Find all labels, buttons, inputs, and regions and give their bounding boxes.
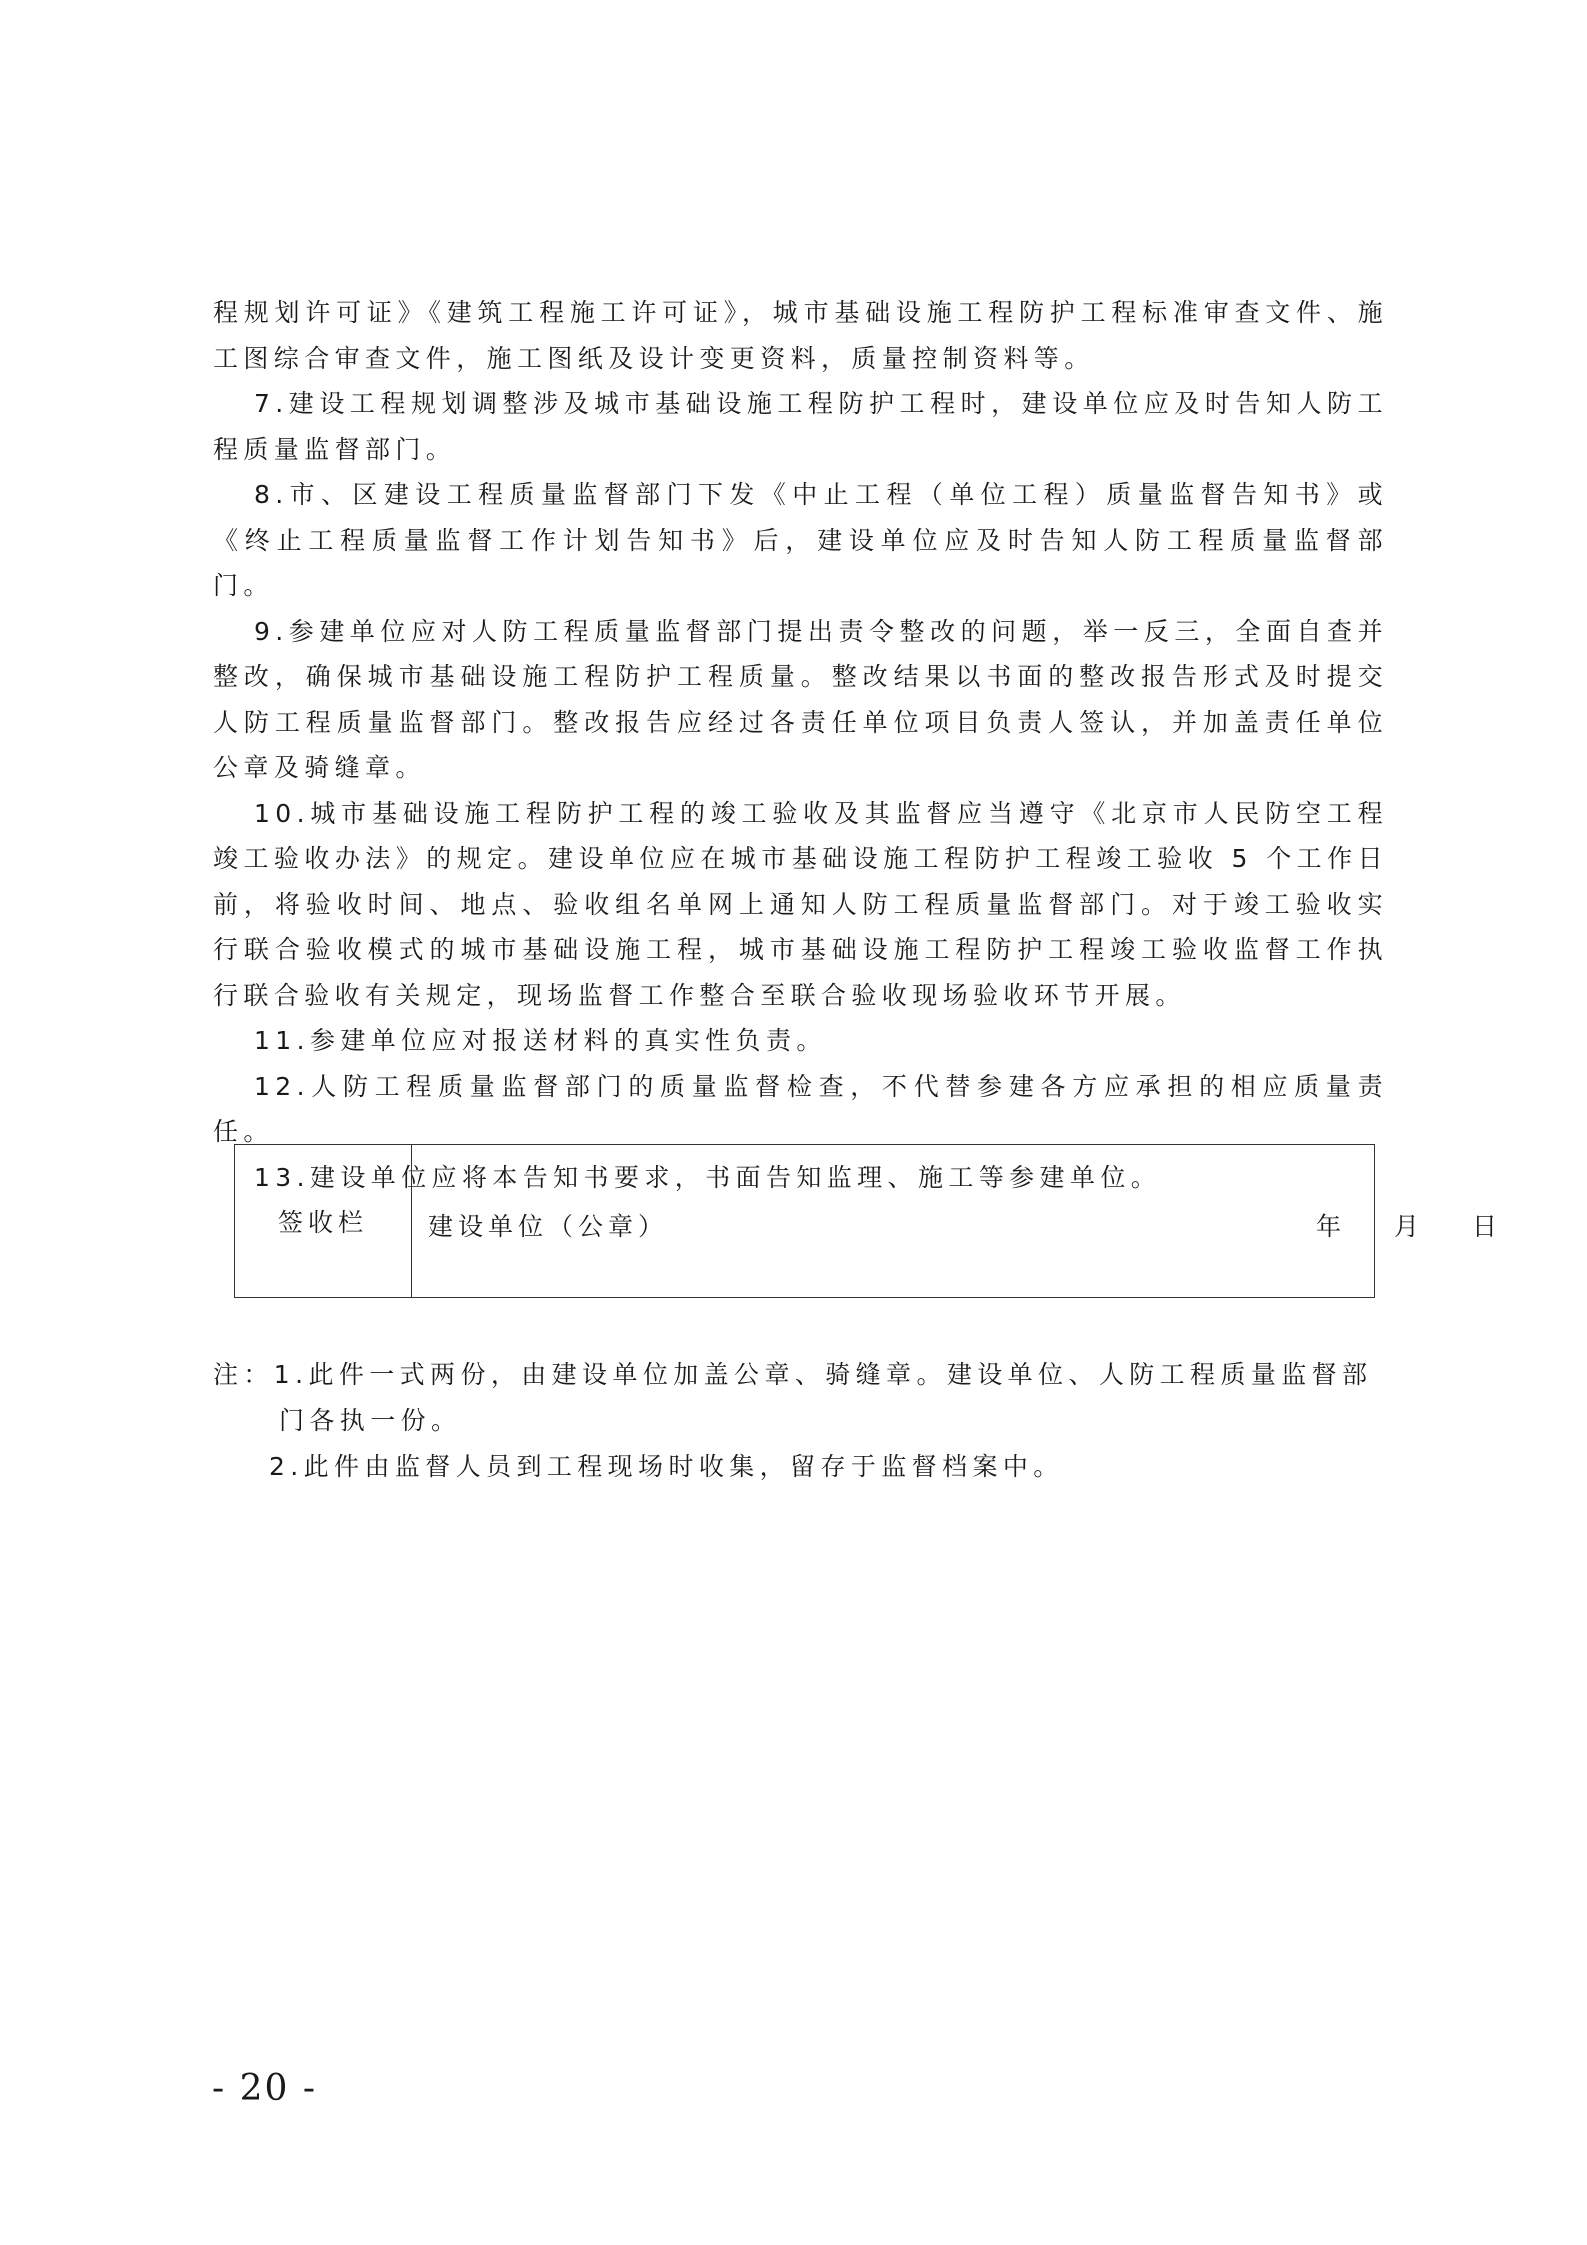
note-1: 注：1.此件一式两份，由建设单位加盖公章、骑缝章。建设单位、人防工程质量监督部门各执一份。 bbox=[213, 1360, 1373, 1435]
paragraph-item-8: 8.市、区建设工程质量监督部门下发《中止工程（单位工程）质量监督告知书》或《终止工程质量监督工作计划告知书》后，建设单位应及时告知人防工程质量监督部门。 bbox=[213, 480, 1388, 600]
date-year-label: 年 bbox=[1316, 1212, 1342, 1241]
sign-receipt-field bbox=[412, 1145, 1498, 1297]
sign-receipt-table bbox=[234, 1144, 1498, 1298]
date-day-label: 日 bbox=[1472, 1212, 1498, 1241]
sign-receipt-label: 签收栏 bbox=[235, 1145, 412, 1297]
paragraph-item-10: 10.城市基础设施工程防护工程的竣工验收及其监督应当遵守《北京市人民防空工程竣工验收办法》的规定。建设单位应在城市基础设施工程防护工程竣工验收 5 个工作日前，将验收时间、地点、验收组名单网上通知人防工程质量监督部门。对于竣工验收实行联合验收模式的城市基础设施工程，城市基础设施工程防护工程竣工验收监督工作执行联合验收有关规定，现场监督工作整合至联合验收现场验收环节开展。 bbox=[213, 798, 1388, 1010]
paragraph-item-12: 12.人防工程质量监督部门的质量监督检查，不代替参建各方应承担的相应质量责任。 bbox=[213, 1071, 1388, 1146]
paragraph-item-13: 13.建设单位应将本告知书要求，书面告知监理、施工等参建单位。 bbox=[254, 1162, 1162, 1192]
date-month-label: 月 bbox=[1394, 1212, 1420, 1241]
note-2: 2.此件由监督人员到工程现场时收集，留存于监督档案中。 bbox=[269, 1452, 1064, 1481]
page-number: - 20 - bbox=[212, 2068, 318, 2109]
paragraph-item-11: 11.参建单位应对报送材料的真实性负责。 bbox=[254, 1026, 827, 1055]
construction-unit-seal-label: 建设单位（公章） bbox=[428, 1212, 669, 1241]
paragraph-intro: 程规划许可证》《建筑工程施工许可证》，城市基础设施工程防护工程标准审查文件、施工图综合审查文件，施工图纸及设计变更资料，质量控制资料等。 bbox=[213, 298, 1388, 373]
paragraph-item-7: 7.建设工程规划调整涉及城市基础设施工程防护工程时，建设单位应及时告知人防工程质量监督部门。 bbox=[213, 389, 1388, 464]
notes-section bbox=[213, 1352, 1388, 1490]
body-text bbox=[213, 290, 1388, 1200]
paragraph-item-9: 9.参建单位应对人防工程质量监督部门提出责令整改的问题，举一反三，全面自查并整改，确保城市基础设施工程防护工程质量。整改结果以书面的整改报告形式及时提交人防工程质量监督部门。整改报告应经过各责任单位项目负责人签认，并加盖责任单位公章及骑缝章。 bbox=[213, 616, 1388, 782]
